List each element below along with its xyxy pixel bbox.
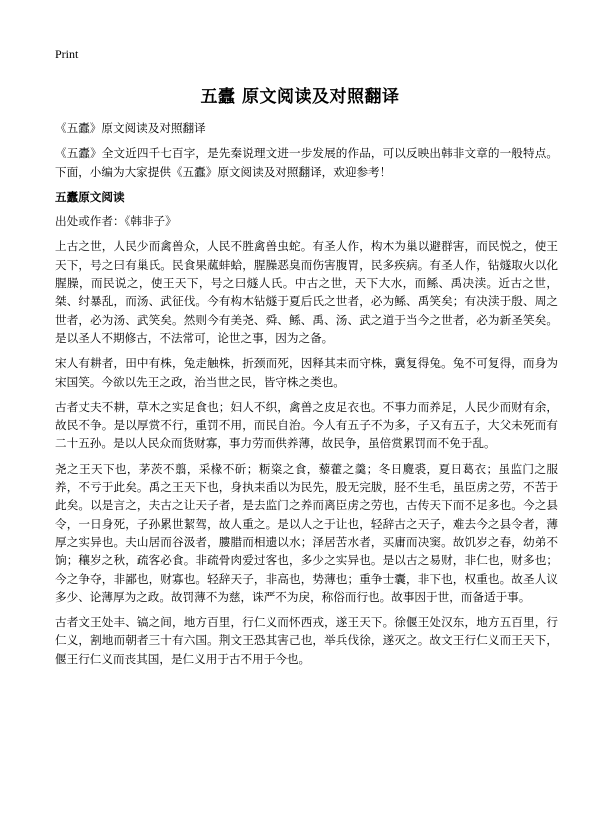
article-body	[55, 119, 558, 675]
article-source: 出处或作者：《韩非子》	[55, 214, 177, 229]
article-intro: 《五蠹》全文近四千七百字，是先秦说理文进一步发展的作品，可以反映出韩非文章的一般特点。下面，小编为大家提供《五蠹》原文阅读及对照翻译，欢迎参考！	[55, 146, 558, 179]
article-paragraph: 古者丈夫不耕，草木之实足食也；妇人不织，禽兽之皮足衣也。不事力而养足，人民少而财有余，故民不争。是以厚赏不行，重罚不用，而民自治。今人有五子不为多，子又有五子，大父未死而有二十五孙。是以人民众而货财寡，事力劳而供养薄，故民争，虽倍赏累罚而不免于乱。	[55, 399, 558, 451]
article-paragraph: 上古之世，人民少而禽兽众，人民不胜禽兽虫蛇。有圣人作，构木为巢以避群害，而民悦之，使王天下，号之曰有巢氏。民食果蓏蚌蛤，腥臊恶臭而伤害腹胃，民多疾病。有圣人作，钻燧取火以化腥臊，而民说之，使王天下，号之曰燧人氏。中古之世，天下大水，而鲧、禹决渎。近古之世，桀、纣暴乱，而汤、武征伐。今有构木钻燧于夏后氏之世者，必为鲧、禹笑矣；有决渎于殷、周之世者，必为汤、武笑矣。然则今有美尧、舜、鲧、禹、汤、武之道于当今之世者，必为新圣笑矣。是以圣人不期修古，不法常可，论世之事，因为之备。	[55, 239, 558, 345]
article-subtitle: 《五蠹》原文阅读及对照翻译	[55, 121, 206, 135]
page-title: 五蠹 原文阅读及对照翻译	[200, 87, 400, 107]
article-paragraph: 尧之王天下也，茅茨不翦，采椽不斫；粝粢之食，藜藿之羹；冬日麑裘，夏日葛衣；虽监门之服养，不亏于此矣。禹之王天下也，身执耒臿以为民先，股无完胈，胫不生毛，虽臣虏之劳，不苦于此矣。以是言之，夫古之让天子者，是去监门之养而离臣虏之劳也，古传天下而不足多也。今之县令，一日身死，子孙累世絜驾，故人重之。是以人之于让也，轻辞古之天子，难去今之县令者，薄厚之实异也。夫山居而谷汲者，膢腊而相遗以水；泽居苦水者，买庸而决窦。故饥岁之春，幼弟不饷；穰岁之秋，疏客必食。非疏骨肉爱过客也，多少之实异也。是以古之易财，非仁也，财多也；今之争夺，非鄙也，财寡也。轻辞天子，非高也，势薄也；重争士囊，非下也，权重也。故圣人议多少、论薄厚为之政。故罚薄不为慈，诛严不为戾，称俗而行也。故事因于世，而备适于事。	[55, 461, 558, 604]
article-paragraph: 古者文王处丰、镐之间，地方百里，行仁义而怀西戎，遂王天下。徐偃王处汉东，地方五百里，行仁义，割地而朝者三十有六国。荆文王恐其害己也，举兵伐徐，遂灭之。故文王行仁义而王天下，偃王行仁义而丧其国，是仁义用于古不用于今也。	[55, 615, 558, 666]
article-paragraph: 宋人有耕者，田中有株，兔走触株，折颈而死，因释其耒而守株，冀复得兔。兔不可复得，而身为宋国笑。今欲以先王之政，治当世之民，皆守株之类也。	[55, 356, 558, 389]
section-heading: 五蠹原文阅读	[55, 189, 125, 204]
print-label: Print	[55, 47, 79, 61]
